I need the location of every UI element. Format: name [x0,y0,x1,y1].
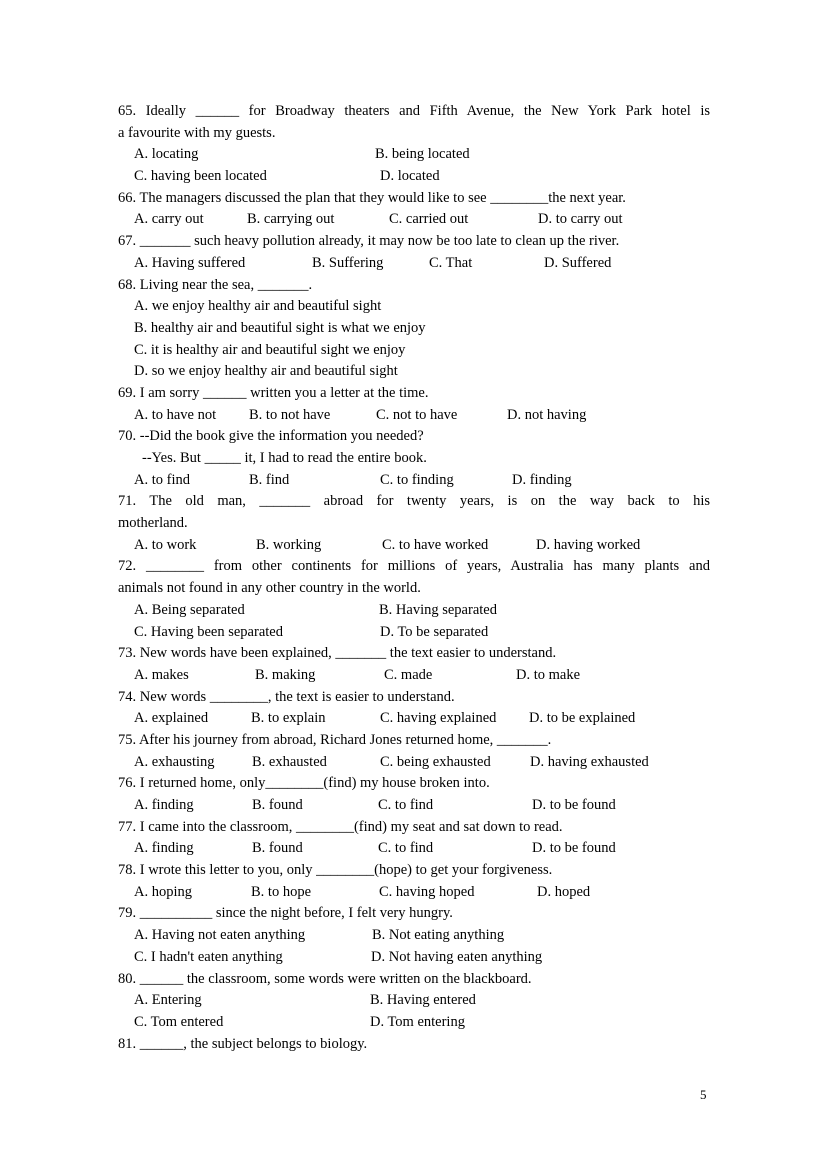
option-d: D. to be found [532,840,616,857]
option-d: D. to be explained [529,710,636,727]
option-c: C. it is healthy air and beautiful sight we enjoy [134,341,406,358]
option-d: D. to make [516,666,581,683]
question-78-stem: 78. I wrote this letter to you, only ________(hope) to get your forgiveness. [118,862,553,879]
option-b: B. Suffering [312,254,384,271]
question-65-stem: 65. Ideally ______ for Broadway theaters and Fifth Avenue, the New York Park hotel is [118,103,710,119]
question-66-options [118,209,710,231]
question-67-options [118,253,710,275]
option-b: B. to explain [251,710,326,727]
option-b: B. find [249,471,290,488]
question-69-options [118,405,710,427]
option-a: A. we enjoy healthy air and beautiful sight [134,298,382,315]
question-75-stem: 75. After his journey from abroad, Richard Jones returned home, _______. [118,731,552,748]
question-72-options-row2 [118,622,710,644]
option-d: D. having exhausted [530,753,649,770]
option-a: A. explained [134,710,209,727]
option-c: C. to find [378,840,434,857]
option-c: C. I hadn't eaten anything [134,948,283,965]
question-67-stem: 67. _______ such heavy pollution already, it may now be too late to clean up the river. [118,233,620,250]
option-c: C. not to have [376,406,458,423]
option-d: D. finding [512,471,572,488]
question-79-options-row2 [118,947,710,969]
option-a: A. finding [134,797,194,813]
option-b: B. exhausted [252,753,327,770]
option-b: B. to not have [249,406,331,423]
question-71-options [118,535,710,557]
option-a: A. Being separated [134,601,245,618]
option-c: C. to have worked [382,536,489,553]
question-76-options [118,795,710,817]
question-74-options [118,708,710,730]
option-d: D. to be found [532,797,616,813]
option-b: B. Not eating anything [372,927,505,944]
question-71-stem-cont: motherland. [118,515,188,532]
option-d: D. not having [507,406,587,423]
option-d: D. Suffered [544,254,612,271]
option-c: C. Tom entered [134,1013,224,1030]
question-66-stem: 66. The managers discussed the plan that they would like to see ________the next year. [118,189,626,206]
question-77-options [118,838,710,860]
question-80-options-row1 [118,990,710,1012]
option-b: B. being located [375,146,470,163]
question-69-stem: 69. I am sorry ______ written you a letter at the time. [118,384,429,401]
option-b: B. working [256,536,322,553]
option-c: C. carried out [389,211,469,228]
option-c: C. to finding [380,471,454,488]
option-d: D. located [380,168,440,185]
question-70-stem-cont: --Yes. But _____ it, I had to read the entire book. [142,450,427,466]
option-a: A. Having suffered [134,254,246,271]
option-c: C. having explained [380,710,497,727]
question-79-options-row1 [118,925,710,947]
option-d: D. hoped [537,883,591,900]
option-b: B. found [252,797,303,813]
option-a: A. to have not [134,406,217,423]
option-d: D. Not having eaten anything [371,948,543,965]
option-a: A. exhausting [134,753,215,770]
question-77-stem: 77. I came into the classroom, ________(find) my seat and sat down to read. [118,818,563,835]
option-a: A. hoping [134,883,192,900]
question-80-stem: 80. ______ the classroom, some words were written on the blackboard. [118,970,532,987]
option-d: D. Tom entering [370,1013,465,1030]
option-c: C. Having been separated [134,623,283,640]
option-b: B. healthy air and beautiful sight is what we enjoy [134,319,426,336]
option-b: B. to hope [251,883,312,900]
option-a: A. locating [134,146,199,163]
question-68-stem: 68. Living near the sea, _______. [118,276,313,293]
option-c: C. having been located [134,168,267,185]
option-b: B. making [255,666,316,683]
option-a: A. to find [134,471,190,488]
option-c: C. That [429,254,473,271]
question-73-options [118,665,710,687]
option-a: A. Having not eaten anything [134,927,306,944]
option-a: A. Entering [134,992,202,1009]
question-72-stem-cont: animals not found in any other country in the world. [118,580,421,597]
question-78-options [118,882,710,904]
question-72-options-row1 [118,600,710,622]
question-79-stem: 79. __________ since the night before, I felt very hungry. [118,905,453,922]
option-d: D. so we enjoy healthy air and beautiful sight [134,363,398,380]
option-a: A. makes [134,666,189,683]
question-70-options [118,470,710,492]
option-d: D. to carry out [538,211,623,228]
option-b: B. Having entered [370,992,476,1009]
option-b: B. found [252,840,303,857]
option-a: A. to work [134,536,197,553]
question-80-options-row2 [118,1012,710,1034]
question-74-stem: 74. New words ________, the text is easier to understand. [118,688,455,705]
question-65-stem-cont: a favourite with my guests. [118,124,276,141]
option-c: C. made [384,666,433,683]
question-81-stem: 81. ______, the subject belongs to biology. [118,1035,368,1052]
option-d: D. having worked [536,536,641,553]
option-b: B. carrying out [247,211,335,228]
option-a: A. carry out [134,211,204,228]
option-b: B. Having separated [379,601,497,618]
exercise-page [118,101,710,1055]
question-70-stem: 70. --Did the book give the information you needed? [118,428,424,445]
question-76-stem: 76. I returned home, only________(find) my house broken into. [118,775,490,792]
question-71-stem: 71. The old man, _______ abroad for twenty years, is on the way back to his [118,493,710,510]
question-65-options-row1 [118,144,710,166]
option-d: D. To be separated [380,623,489,640]
question-73-stem: 73. New words have been explained, _______ the text easier to understand. [118,645,557,662]
option-c: C. being exhausted [380,753,491,770]
question-65-options-row2 [118,166,710,188]
option-c: C. to find [378,797,434,813]
question-72-stem: 72. ________ from other continents for millions of years, Australia has many plants and [118,558,710,575]
option-a: A. finding [134,840,194,857]
option-c: C. having hoped [379,883,475,900]
page-number: 5 [700,1087,707,1102]
question-75-options [118,752,710,774]
